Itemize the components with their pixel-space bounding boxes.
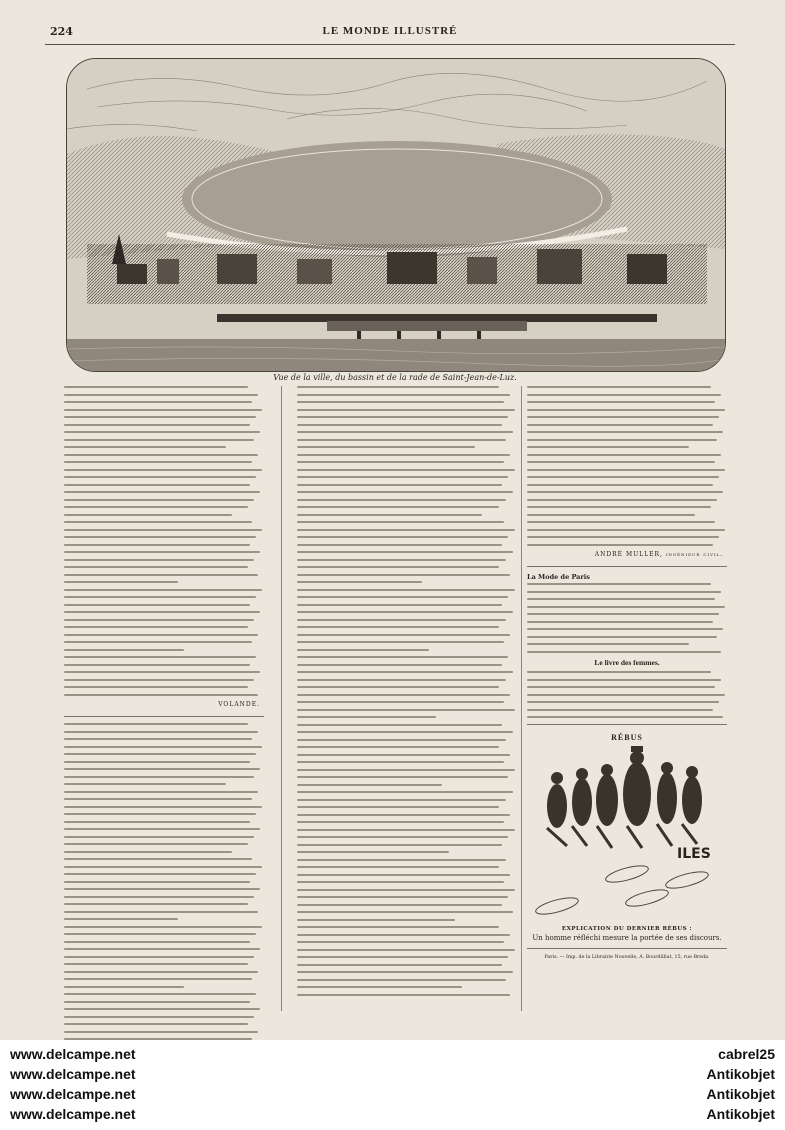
signature-muller: ANDRÉ MULLER, ingénieur civil. — [594, 551, 723, 558]
text-line — [64, 926, 262, 928]
text-line — [64, 671, 260, 673]
text-line — [527, 514, 695, 516]
text-line — [527, 491, 723, 493]
column-3 — [527, 386, 727, 1006]
rebus-title: RÉBUS — [611, 733, 643, 742]
text-line — [297, 746, 499, 748]
text-line — [297, 529, 515, 531]
text-line — [64, 821, 250, 823]
text-line — [64, 461, 252, 463]
text-line — [297, 679, 506, 681]
text-line — [297, 439, 506, 441]
text-line — [527, 613, 719, 615]
text-line — [64, 506, 248, 508]
text-line — [527, 401, 715, 403]
rebus-drawing — [527, 746, 727, 916]
text-line — [527, 643, 689, 645]
ad-mode-de-paris — [527, 583, 727, 653]
text-line — [64, 888, 260, 890]
text-line — [527, 461, 715, 463]
text-line — [64, 454, 258, 456]
text-line — [64, 604, 250, 606]
text-line — [64, 791, 258, 793]
text-line — [527, 469, 725, 471]
text-line — [64, 581, 178, 583]
text-line — [64, 439, 254, 441]
text-line — [527, 499, 717, 501]
ad-livre-des-femmes — [527, 671, 727, 718]
text-line — [297, 776, 508, 778]
text-line — [64, 431, 260, 433]
text-line — [64, 596, 256, 598]
text-line — [527, 386, 711, 388]
text-line — [297, 686, 499, 688]
text-line — [64, 416, 256, 418]
header-rule — [45, 44, 735, 45]
text-line — [64, 956, 254, 958]
text-line — [527, 606, 725, 608]
text-line — [64, 424, 250, 426]
article-letter-bayonne — [64, 723, 264, 1040]
text-line — [297, 506, 499, 508]
text-line — [297, 724, 502, 726]
text-line — [297, 919, 455, 921]
text-line — [64, 1023, 248, 1025]
text-line — [297, 454, 510, 456]
article-separator — [527, 566, 727, 567]
engraving-saint-jean-de-luz — [66, 58, 726, 372]
text-line — [64, 783, 226, 785]
text-line — [64, 858, 252, 860]
text-line — [64, 986, 184, 988]
text-line — [297, 394, 510, 396]
text-line — [64, 476, 256, 478]
text-line — [297, 821, 504, 823]
text-line — [297, 761, 504, 763]
text-line — [64, 933, 256, 935]
text-line — [64, 1031, 258, 1033]
text-line — [297, 716, 436, 718]
ad-book-title: Le livre des femmes. — [594, 658, 660, 667]
text-line — [297, 911, 513, 913]
text-line — [64, 798, 252, 800]
text-line — [64, 619, 254, 621]
text-line — [297, 536, 508, 538]
engraving-drawing — [67, 59, 725, 371]
text-line — [297, 469, 515, 471]
text-line — [297, 941, 504, 943]
rebus-separator — [527, 724, 727, 725]
text-line — [64, 813, 256, 815]
text-line — [527, 701, 719, 703]
text-line — [527, 424, 713, 426]
rebus-explanation: Un homme réfléchi mesure la portée de ses discours. — [532, 934, 722, 942]
text-line — [527, 536, 719, 538]
column-1 — [64, 386, 264, 1040]
footer-seller-4: Antikobjet — [706, 1106, 775, 1122]
column-rule-1 — [281, 386, 282, 1011]
text-line — [297, 566, 499, 568]
text-line — [297, 634, 510, 636]
text-line — [297, 551, 513, 553]
watermark-footer — [0, 1040, 785, 1130]
text-line — [527, 454, 721, 456]
text-line — [64, 499, 254, 501]
footer-site-3: www.delcampe.net — [10, 1086, 136, 1102]
text-line — [297, 461, 504, 463]
footer-right — [707, 1044, 775, 1124]
text-line — [64, 851, 232, 853]
text-line — [64, 881, 250, 883]
footer-site-1: www.delcampe.net — [10, 1046, 136, 1062]
text-line — [297, 986, 462, 988]
text-line — [64, 491, 260, 493]
text-line — [64, 873, 256, 875]
text-line — [297, 626, 499, 628]
illustration-caption: Vue de la ville, du bassin et de la rade de Saint-Jean-de-Luz. — [273, 373, 517, 382]
text-line — [527, 409, 725, 411]
text-line — [297, 709, 515, 711]
text-line — [64, 776, 254, 778]
text-line — [64, 634, 258, 636]
text-line — [297, 874, 510, 876]
text-line — [297, 641, 504, 643]
text-line — [527, 521, 715, 523]
text-line — [64, 386, 248, 388]
text-line — [64, 866, 262, 868]
text-line — [297, 589, 515, 591]
text-line — [297, 769, 515, 771]
text-line — [64, 574, 258, 576]
text-line — [527, 591, 721, 593]
signature-volande: VOLANDE. — [218, 701, 260, 708]
text-line — [64, 589, 262, 591]
page-header — [45, 22, 735, 42]
text-line — [64, 993, 256, 995]
text-line — [297, 754, 510, 756]
text-line — [64, 911, 258, 913]
text-line — [297, 964, 502, 966]
text-line — [297, 604, 502, 606]
text-line — [64, 971, 258, 973]
text-line — [64, 731, 258, 733]
text-line — [297, 491, 513, 493]
article-continued — [527, 386, 727, 546]
text-line — [297, 889, 515, 891]
text-line — [297, 694, 510, 696]
page-number: 224 — [50, 25, 73, 38]
town — [87, 234, 707, 304]
text-line — [527, 628, 723, 630]
text-line — [297, 649, 429, 651]
text-line — [297, 656, 508, 658]
rebus-image — [527, 746, 727, 1006]
text-line — [527, 529, 725, 531]
text-line — [64, 446, 226, 448]
text-line — [527, 671, 711, 673]
text-line — [527, 621, 713, 623]
text-line — [64, 521, 252, 523]
text-line — [297, 544, 502, 546]
text-line — [527, 716, 723, 718]
footer-left — [10, 1044, 136, 1124]
text-line — [297, 926, 499, 928]
printer-imprint: Paris. — Imp. de la Librairie Nouvelle, A. Bourdilliat, 15, rue Breda. — [544, 955, 710, 960]
text-line — [64, 903, 248, 905]
text-line — [64, 941, 250, 943]
text-line — [297, 896, 508, 898]
text-line — [64, 649, 184, 651]
imprint-separator — [527, 948, 727, 949]
text-line — [64, 394, 258, 396]
text-line — [64, 544, 250, 546]
footer-seller-1: cabrel25 — [718, 1046, 775, 1062]
text-line — [297, 859, 506, 861]
text-line — [527, 686, 715, 688]
text-line — [297, 814, 510, 816]
text-line — [64, 409, 262, 411]
text-line — [297, 949, 515, 951]
text-line — [297, 611, 513, 613]
text-line — [64, 679, 254, 681]
text-line — [527, 709, 713, 711]
text-line — [64, 948, 260, 950]
text-line — [527, 439, 717, 441]
text-line — [64, 514, 232, 516]
ad-title: La Mode de Paris — [527, 573, 590, 581]
text-line — [64, 611, 260, 613]
article-separator — [64, 716, 264, 717]
footer-seller-2: Antikobjet — [706, 1066, 775, 1082]
text-line — [64, 753, 256, 755]
text-line — [64, 686, 248, 688]
text-line — [64, 978, 252, 980]
text-line — [64, 963, 248, 965]
article-fashion — [64, 386, 264, 696]
text-line — [297, 431, 513, 433]
text-line — [64, 768, 260, 770]
text-line — [297, 956, 508, 958]
text-line — [297, 829, 515, 831]
text-line — [64, 746, 262, 748]
text-line — [64, 641, 252, 643]
text-line — [297, 409, 515, 411]
footer-seller-3: Antikobjet — [706, 1086, 775, 1102]
text-line — [64, 484, 250, 486]
text-line — [527, 694, 725, 696]
text-line — [527, 544, 713, 546]
text-line — [527, 506, 711, 508]
text-line — [297, 386, 499, 388]
text-line — [64, 918, 178, 920]
text-line — [527, 416, 719, 418]
text-line — [297, 476, 508, 478]
text-line — [297, 904, 502, 906]
text-line — [297, 446, 475, 448]
text-line — [64, 551, 260, 553]
text-line — [64, 566, 248, 568]
text-line — [527, 484, 713, 486]
text-line — [527, 583, 711, 585]
text-line — [297, 701, 504, 703]
text-line — [64, 836, 254, 838]
text-line — [64, 828, 260, 830]
text-line — [297, 994, 510, 996]
text-line — [297, 559, 506, 561]
running-title: LE MONDE ILLUSTRÉ — [322, 25, 458, 37]
text-line — [297, 401, 504, 403]
text-line — [64, 896, 254, 898]
text-line — [297, 806, 499, 808]
text-line — [64, 843, 248, 845]
text-line — [64, 761, 250, 763]
text-line — [64, 529, 262, 531]
text-line — [64, 536, 256, 538]
text-line — [527, 431, 723, 433]
text-line — [297, 731, 513, 733]
text-line — [64, 559, 254, 561]
text-line — [64, 626, 248, 628]
text-line — [297, 784, 442, 786]
text-line — [297, 671, 513, 673]
text-line — [64, 656, 256, 658]
text-line — [297, 581, 422, 583]
footer-site-2: www.delcampe.net — [10, 1066, 136, 1082]
text-line — [297, 574, 510, 576]
text-line — [64, 723, 248, 725]
text-line — [64, 1001, 250, 1003]
text-line — [64, 806, 262, 808]
text-line — [297, 424, 502, 426]
text-line — [297, 881, 504, 883]
text-line — [297, 619, 506, 621]
text-line — [297, 934, 510, 936]
text-line — [297, 791, 513, 793]
text-line — [297, 514, 482, 516]
column-2 — [297, 386, 517, 1001]
text-line — [64, 1016, 254, 1018]
rebus-word: ILES — [677, 846, 711, 862]
text-line — [527, 476, 719, 478]
text-line — [64, 469, 262, 471]
text-line — [64, 1008, 260, 1010]
text-line — [297, 596, 508, 598]
text-line — [64, 694, 258, 696]
text-line — [527, 394, 721, 396]
text-line — [297, 799, 506, 801]
text-line — [297, 499, 506, 501]
text-line — [527, 598, 715, 600]
text-line — [64, 664, 250, 666]
text-line — [297, 664, 502, 666]
column-rule-2 — [521, 386, 522, 1011]
text-line — [297, 416, 508, 418]
text-line — [64, 401, 252, 403]
text-line — [527, 679, 721, 681]
text-line — [527, 651, 721, 653]
text-line — [297, 979, 506, 981]
text-line — [64, 738, 252, 740]
text-line — [297, 484, 502, 486]
text-line — [297, 521, 504, 523]
text-line — [297, 851, 449, 853]
article-port-works — [297, 386, 517, 996]
footer-site-4: www.delcampe.net — [10, 1106, 136, 1122]
text-line — [297, 836, 508, 838]
rebus-explanation-title: EXPLICATION DU DERNIER RÉBUS : — [561, 926, 693, 932]
text-line — [297, 866, 499, 868]
text-line — [527, 446, 689, 448]
text-line — [527, 636, 717, 638]
text-line — [297, 844, 502, 846]
text-line — [297, 739, 506, 741]
text-line — [297, 971, 513, 973]
